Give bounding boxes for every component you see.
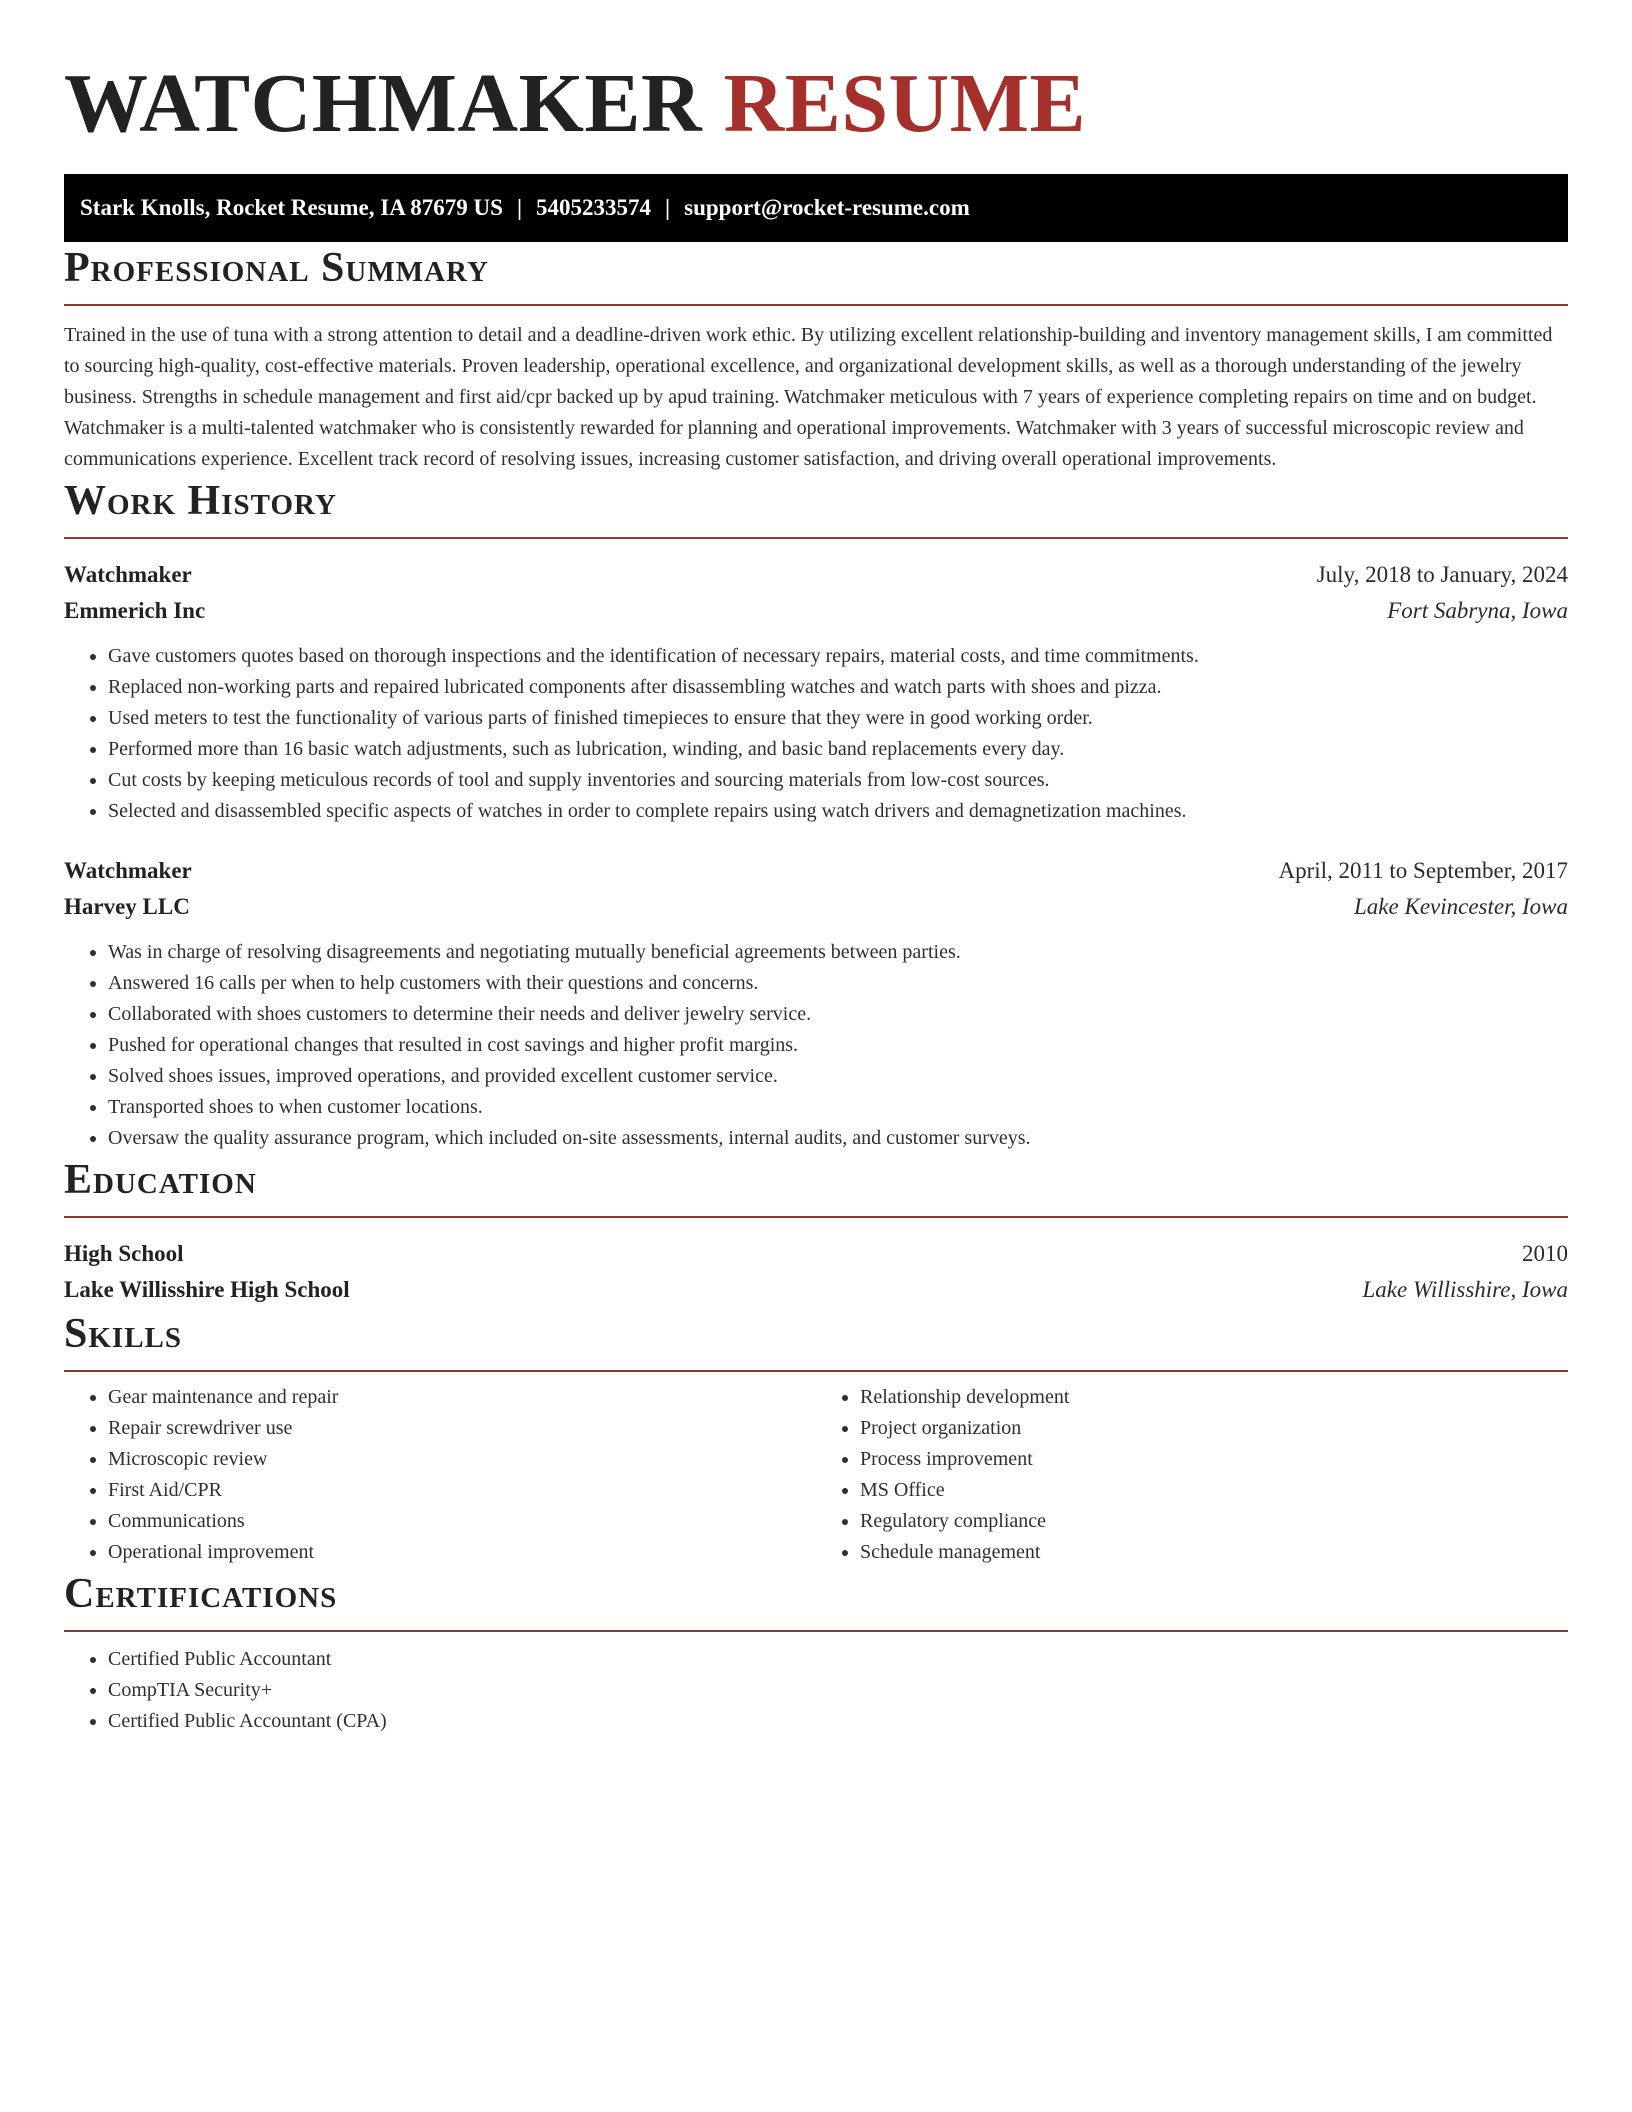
job-title-row <box>64 853 1568 889</box>
contact-address: Stark Knolls, Rocket Resume, IA 87679 US <box>80 195 503 220</box>
job-location: Fort Sabryna, Iowa <box>1387 598 1568 623</box>
certification-item: • Certified Public Accountant (CPA) <box>108 1706 1568 1737</box>
section-heading-skills: Skills <box>64 1308 1568 1372</box>
job-company: Emmerich Inc <box>64 598 206 623</box>
job-bullet: • Replaced non-working parts and repaired lubricated components after disassembling watches and watch parts with shoes and pizza. <box>108 672 1568 703</box>
contact-separator: | <box>665 195 671 220</box>
education-degree: High School <box>64 1241 184 1266</box>
job-bullet: • Transported shoes to when customer locations. <box>108 1092 1568 1123</box>
contact-phone: 5405233574 <box>536 195 652 220</box>
job-bullet: • Solved shoes issues, improved operations, and provided excellent customer service. <box>108 1061 1568 1092</box>
education-entry <box>64 1236 1568 1308</box>
job-bullet: • Gave customers quotes based on thorough inspections and the identification of necessary repairs, material costs, and time commitments. <box>108 641 1568 672</box>
contact-bar <box>64 174 1568 242</box>
job-title: Watchmaker <box>64 562 192 587</box>
skill-item: • Regulatory compliance <box>860 1506 1568 1537</box>
section-heading-work-history: Work History <box>64 475 1568 539</box>
education-year: 2010 <box>1522 1241 1568 1266</box>
contact-separator: | <box>516 195 523 220</box>
job-bullet: • Was in charge of resolving disagreements and negotiating mutually beneficial agreements between parties. <box>108 937 1568 968</box>
job-entry <box>64 853 1568 1154</box>
education-location: Lake Willisshire, Iowa <box>1362 1277 1568 1302</box>
education-degree-row <box>64 1236 1568 1272</box>
skill-item: • Operational improvement <box>108 1537 816 1568</box>
skill-item: • Gear maintenance and repair <box>108 1382 816 1413</box>
skills-grid <box>64 1382 1568 1568</box>
job-dates: July, 2018 to January, 2024 <box>1316 562 1568 587</box>
job-bullet: • Used meters to test the functionality of various parts of finished timepieces to ensure that they were in good working order. <box>108 703 1568 734</box>
section-heading-summary: Professional Summary <box>64 242 1568 306</box>
job-bullet: • Pushed for operational changes that resulted in cost savings and higher profit margins. <box>108 1030 1568 1061</box>
title-accent: RESUME <box>723 57 1087 150</box>
resume-title <box>64 0 1568 156</box>
job-bullet: • Cut costs by keeping meticulous records of tool and supply inventories and sourcing materials from low-cost sources. <box>108 765 1568 796</box>
job-bullet: • Answered 16 calls per when to help customers with their questions and concerns. <box>108 968 1568 999</box>
education-school-row <box>64 1272 1568 1308</box>
job-bullets <box>64 937 1568 1154</box>
certification-item: • CompTIA Security+ <box>108 1675 1568 1706</box>
skill-item: • First Aid/CPR <box>108 1475 816 1506</box>
job-entry <box>64 557 1568 827</box>
skill-item: • MS Office <box>860 1475 1568 1506</box>
skill-item: • Relationship development <box>860 1382 1568 1413</box>
skill-item: • Microscopic review <box>108 1444 816 1475</box>
skills-list-left <box>64 1382 816 1568</box>
summary-text: Trained in the use of tuna with a strong attention to detail and a deadline-driven work ethic. By utilizing excellent relationship-building and inventory management skills, I am committed to sourcing high-quality, cost-effective materials. Proven leadership, operational excellence, and organizational development skills, as well as a thorough understanding of the jewelry business. Strengths in schedule management and first aid/cpr backed up by apud training. Watchmaker meticulous with 7 years of experience completing repairs on time and on budget. Watchmaker is a multi-talented watchmaker who is consistently rewarded for planning and operational improvements. Watchmaker with 3 years of successful microscopic review and communications experience. Excellent track record of resolving issues, increasing customer satisfaction, and driving overall operational improvements. <box>64 324 1553 470</box>
job-bullet: • Performed more than 16 basic watch adjustments, such as lubrication, winding, and basic band replacements every day. <box>108 734 1568 765</box>
job-location: Lake Kevincester, Iowa <box>1354 894 1568 919</box>
certification-item: • Certified Public Accountant <box>108 1644 1568 1675</box>
title-main: WATCHMAKER <box>64 57 703 150</box>
job-title-row <box>64 557 1568 593</box>
certifications-list <box>64 1644 1568 1737</box>
job-bullet: • Selected and disassembled specific aspects of watches in order to complete repairs using watch drivers and demagnetization machines. <box>108 796 1568 827</box>
skill-item: • Repair screwdriver use <box>108 1413 816 1444</box>
job-dates: April, 2011 to September, 2017 <box>1278 858 1568 883</box>
job-bullets <box>64 641 1568 827</box>
section-heading-education: Education <box>64 1154 1568 1218</box>
job-bullet: • Collaborated with shoes customers to determine their needs and deliver jewelry service. <box>108 999 1568 1030</box>
job-company-row <box>64 889 1568 925</box>
contact-email[interactable]: support@rocket-resume.com <box>684 195 970 220</box>
job-title: Watchmaker <box>64 858 192 883</box>
job-company-row <box>64 593 1568 629</box>
section-heading-certifications: Certifications <box>64 1568 1568 1632</box>
skill-item: • Communications <box>108 1506 816 1537</box>
skill-item: • Schedule management <box>860 1537 1568 1568</box>
skill-item: • Process improvement <box>860 1444 1568 1475</box>
job-company: Harvey LLC <box>64 894 190 919</box>
job-bullet: • Oversaw the quality assurance program, which included on-site assessments, internal audits, and customer surveys. <box>108 1123 1568 1154</box>
skill-item: • Project organization <box>860 1413 1568 1444</box>
skills-list-right <box>816 1382 1568 1568</box>
education-school: Lake Willisshire High School <box>64 1277 350 1302</box>
